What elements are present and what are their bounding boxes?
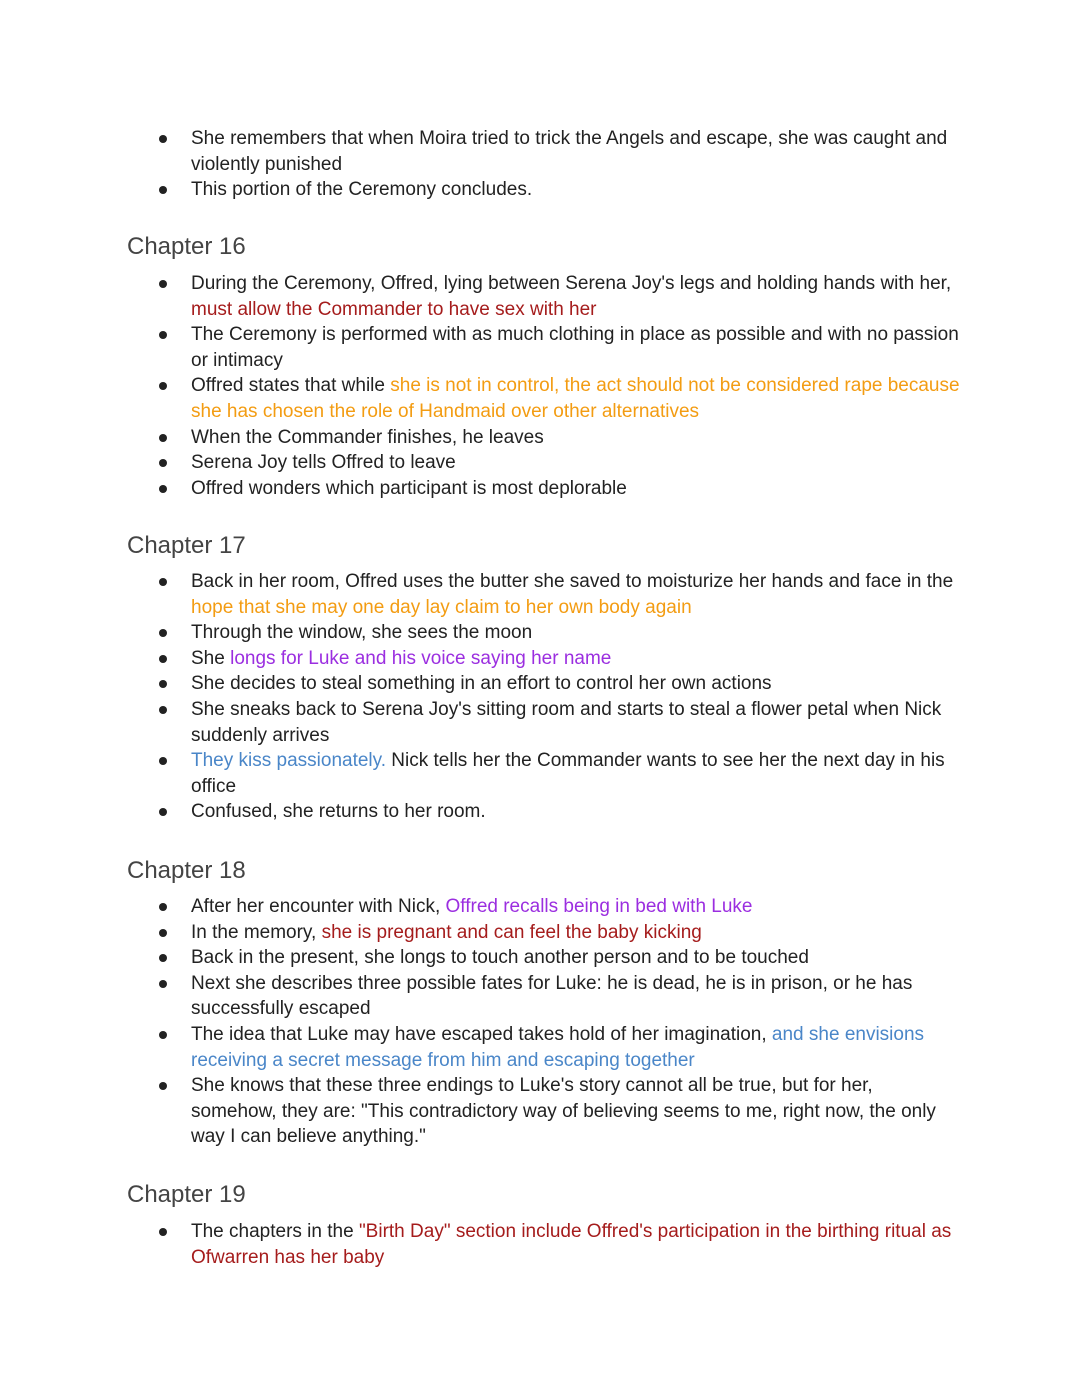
highlighted-text: she is pregnant and can feel the baby kicking — [321, 921, 702, 943]
item-text: The idea that Luke may have escaped takes hold of her imagination, — [191, 1023, 772, 1045]
highlighted-text: must allow the Commander to have sex with her — [191, 298, 597, 320]
chapter-18-heading: Chapter 18 — [127, 857, 246, 884]
bullet-dot-icon — [159, 280, 167, 288]
bullet-dot-icon — [159, 980, 167, 988]
highlighted-text: They kiss passionately. — [191, 750, 387, 772]
item-text: During the Ceremony, Offred, lying between Serena Joy's legs and holding hands with her, — [191, 273, 952, 294]
highlighted-text: longs for Luke and his voice saying her name — [230, 647, 612, 669]
item-text: Through the window, she sees the moon — [191, 622, 533, 644]
item-text: The chapters in the — [191, 1221, 359, 1242]
intro-list — [0, 126, 961, 203]
bullet-dot-icon — [159, 485, 167, 493]
bullet-dot-icon — [159, 1228, 167, 1236]
highlighted-text: and she envisions receiving a secret message from him and escaping together — [191, 1023, 925, 1071]
item-text: Serena Joy tells Offred to leave — [191, 452, 456, 474]
item-text: Next she describes three possible fates for Luke: he is dead, he is in prison, or he has successfully escaped — [191, 972, 913, 1020]
bullet-dot-icon — [159, 186, 167, 194]
bullet-dot-icon — [159, 434, 167, 442]
bullet-item — [0, 450, 961, 476]
bullet-dot-icon — [159, 578, 167, 586]
item-text: This portion of the Ceremony concludes. — [191, 179, 533, 201]
item-text: Back in the present, she longs to touch another person and to be touched — [191, 947, 809, 969]
bullet-item — [0, 1219, 961, 1270]
chapter-17-list — [0, 569, 961, 825]
highlighted-text: hope that she may one day lay claim to her own body again — [191, 596, 692, 618]
item-text: She remembers that when Moira tried to trick the Angels and escape, she was caught and violently punished — [191, 128, 948, 175]
bullet-item — [0, 894, 961, 920]
bullet-item — [0, 476, 961, 502]
bullet-item — [0, 945, 961, 971]
item-text: After her encounter with Nick, — [191, 896, 446, 917]
chapter-16-list — [0, 271, 961, 501]
bullet-item — [0, 671, 961, 697]
bullet-dot-icon — [159, 954, 167, 962]
bullet-item — [0, 1022, 961, 1073]
chapter-19-list — [0, 1219, 961, 1270]
bullet-item — [0, 920, 961, 946]
bullet-dot-icon — [159, 629, 167, 637]
bullet-item — [0, 1073, 961, 1150]
bullet-dot-icon — [159, 655, 167, 663]
bullet-dot-icon — [159, 1082, 167, 1090]
item-text: She decides to steal something in an effort to control her own actions — [191, 673, 772, 695]
bullet-item — [0, 971, 961, 1022]
bullet-item — [0, 126, 961, 177]
chapter-18-list — [0, 894, 961, 1150]
bullet-item — [0, 620, 961, 646]
chapter-17-heading: Chapter 17 — [127, 532, 246, 559]
item-text: Offred states that while — [191, 375, 391, 397]
chapter-16-heading: Chapter 16 — [127, 233, 246, 260]
bullet-dot-icon — [159, 135, 167, 143]
bullet-dot-icon — [159, 706, 167, 714]
item-text: She knows that these three endings to Luke's story cannot all be true, but for her, somehow, they are: "This contradictory way of believing seems to me, right now, the only way I can believe anything." — [191, 1075, 936, 1148]
highlighted-text: she is not in control, the act should not be considered rape because she has chosen the role of Handmaid over other alternatives — [191, 375, 960, 422]
bullet-item — [0, 322, 961, 373]
item-text: Confused, she returns to her room. — [191, 801, 486, 823]
bullet-item — [0, 425, 961, 451]
highlighted-text: "Birth Day" section include Offred's participation in the birthing ritual as Ofwarren has her baby — [191, 1221, 952, 1268]
bullet-item — [0, 177, 961, 203]
bullet-item — [0, 799, 961, 825]
chapter-19-heading: Chapter 19 — [127, 1181, 246, 1208]
item-text: She sneaks back to Serena Joy's sitting room and starts to steal a flower petal when Nick suddenly arrives — [191, 698, 942, 746]
bullet-item — [0, 697, 961, 748]
item-text: Back in her room, Offred uses the butter she saved to moisturize her hands and face in the — [191, 571, 954, 592]
bullet-item — [0, 569, 961, 620]
bullet-item — [0, 646, 961, 672]
item-text: The Ceremony is performed with as much clothing in place as possible and with no passion or intimacy — [191, 324, 959, 371]
bullet-dot-icon — [159, 331, 167, 339]
bullet-dot-icon — [159, 808, 167, 816]
bullet-dot-icon — [159, 1031, 167, 1039]
bullet-dot-icon — [159, 382, 167, 390]
item-text: In the memory, — [191, 921, 322, 943]
bullet-dot-icon — [159, 929, 167, 937]
bullet-dot-icon — [159, 903, 167, 911]
bullet-dot-icon — [159, 757, 167, 765]
highlighted-text: Offred recalls being in bed with Luke — [445, 896, 753, 917]
bullet-item — [0, 748, 961, 799]
bullet-dot-icon — [159, 459, 167, 467]
item-text: Nick tells her the Commander wants to see her the next day in his office — [191, 750, 945, 797]
bullet-dot-icon — [159, 680, 167, 688]
item-text: Offred wonders which participant is most deplorable — [191, 477, 627, 499]
item-text: She — [191, 647, 231, 669]
item-text: When the Commander finishes, he leaves — [191, 426, 544, 448]
bullet-item — [0, 271, 961, 322]
bullet-item — [0, 373, 961, 424]
